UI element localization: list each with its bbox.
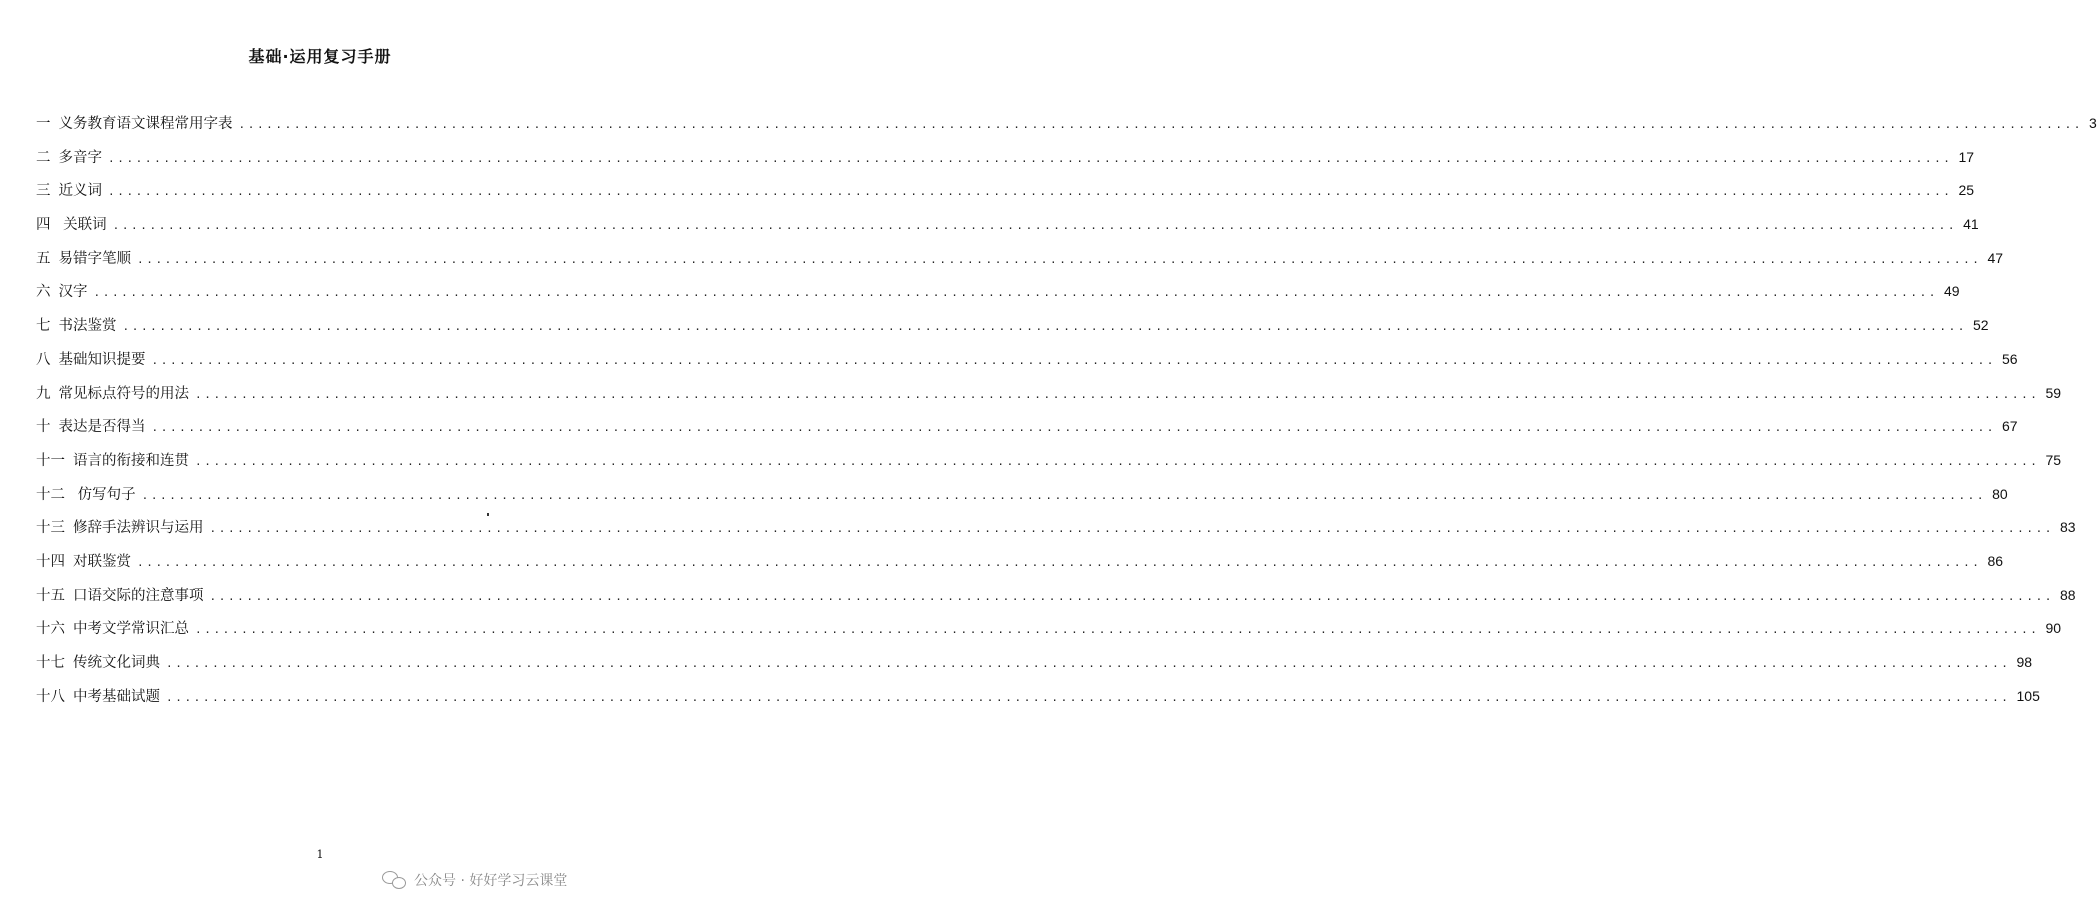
- toc-entry-number: 十二: [36, 486, 65, 503]
- toc-entry-label: 常见标点符号的用法: [58, 385, 189, 402]
- toc-entry-number: 十五: [36, 587, 65, 604]
- toc-entry-number: 八: [36, 351, 51, 368]
- toc-entry: [36, 146, 1975, 180]
- toc-entry-number: 六: [36, 284, 51, 301]
- toc-leader-dots: ........................................................................................................................................................................................................: [122, 320, 1968, 334]
- toc-leader-dots: ........................................................................................................................................................................................................: [141, 488, 1987, 502]
- toc-entry-label: 多音字: [58, 149, 102, 166]
- toc-leader-dots: ........................................................................................................................................................................................................: [166, 657, 2011, 670]
- toc-entry-number: 十七: [36, 655, 65, 671]
- watermark-text: 公众号 · 好好学习云课堂: [414, 873, 568, 889]
- toc-leader-dots: ........................................................................................................................................................................................................: [137, 252, 1982, 266]
- toc-leader-dots: ........................................................................................................................................................................................................: [166, 690, 2011, 704]
- toc-leader-dots: ........................................................................................................................................................................................................: [112, 219, 1958, 233]
- toc-entry-number: 七: [36, 318, 51, 335]
- scan-speck: [487, 513, 489, 516]
- toc-entry-page: 17: [1958, 148, 1975, 165]
- toc-entry-number: 十四: [36, 553, 65, 570]
- toc-leader-dots: ........................................................................................................................................................................................................: [151, 421, 1997, 435]
- toc-entry-label: 关联词: [58, 217, 107, 234]
- toc-entry: [36, 550, 2004, 584]
- toc-entry-number: 五: [36, 250, 51, 267]
- toc-entry-number: 十三: [36, 520, 65, 537]
- toc-leader-dots: ........................................................................................................................................................................................................: [238, 118, 2084, 131]
- toc-entry-page: 41: [1963, 216, 1979, 233]
- toc-entry-number: 四: [36, 217, 51, 234]
- toc-entry-label: 传统文化词典: [73, 655, 160, 671]
- wechat-icon: [382, 870, 408, 890]
- toc-entry-page: 59: [2045, 384, 2062, 401]
- toc-entry-page: 47: [1987, 249, 2004, 266]
- watermark: [382, 870, 567, 890]
- toc-entry-page: 49: [1944, 283, 1960, 300]
- toc-entry-label: 中考基础试题: [73, 688, 160, 705]
- toc-entry-page: 98: [2016, 654, 2033, 670]
- toc-leader-dots: ........................................................................................................................................................................................................: [209, 522, 2055, 536]
- toc-entry-number: 十六: [36, 621, 65, 638]
- toc-entry: [36, 247, 2004, 281]
- toc-entry: [36, 516, 2076, 550]
- toc-entry-number: 一: [36, 116, 51, 132]
- toc-entry-page: 3: [2089, 115, 2097, 131]
- toc-leader-dots: ........................................................................................................................................................................................................: [108, 151, 1953, 165]
- toc-entry-label: 基础知识提要: [58, 351, 146, 368]
- toc-entry-label: 中考文学常识汇总: [73, 621, 189, 638]
- toc-entry-label: 汉字: [58, 284, 88, 301]
- toc-entry-label: 义务教育语文课程常用字表: [58, 116, 233, 132]
- document-title: 基础·运用复习手册: [248, 47, 392, 66]
- toc-entry: [36, 382, 2062, 416]
- toc-entry-number: 三: [36, 183, 51, 200]
- toc-entry: [36, 213, 1979, 247]
- toc-entry-page: 52: [1973, 317, 1989, 334]
- toc-entry-page: 90: [2045, 620, 2062, 637]
- toc-entry-page: 56: [2002, 350, 2018, 367]
- toc-entry-number: 九: [36, 385, 51, 402]
- toc-entry-label: 修辞手法辨识与运用: [73, 520, 204, 537]
- toc-entry: [36, 449, 2062, 483]
- toc-entry-page: 67: [2002, 418, 2018, 435]
- toc-entry-number: 二: [36, 149, 51, 166]
- toc-entry-page: 80: [1992, 485, 2008, 502]
- toc-leader-dots: ........................................................................................................................................................................................................: [195, 387, 2040, 401]
- toc-entry-label: 仿写句子: [73, 486, 136, 503]
- toc-entry-label: 书法鉴赏: [58, 318, 117, 335]
- toc-leader-dots: ........................................................................................................................................................................................................: [93, 286, 1939, 300]
- toc-entry-label: 对联鉴赏: [73, 553, 131, 570]
- toc-entry-label: 易错字笔顺: [58, 250, 131, 267]
- table-of-contents: [36, 112, 2097, 718]
- toc-entry-page: 105: [2016, 687, 2040, 704]
- toc-leader-dots: ........................................................................................................................................................................................................: [195, 623, 2040, 637]
- toc-entry: [36, 651, 2033, 685]
- toc-entry: [36, 415, 2018, 449]
- toc-entry: [36, 348, 2018, 382]
- toc-entry-label: 近义词: [58, 183, 102, 200]
- toc-leader-dots: ........................................................................................................................................................................................................: [137, 555, 1982, 569]
- toc-entry: [36, 314, 1989, 348]
- toc-leader-dots: ........................................................................................................................................................................................................: [209, 589, 2055, 603]
- toc-entry: [36, 584, 2076, 618]
- toc-entry: [36, 179, 1975, 213]
- toc-leader-dots: ........................................................................................................................................................................................................: [151, 353, 1997, 367]
- toc-entry: [36, 483, 2008, 517]
- toc-entry-number: 十八: [36, 688, 65, 705]
- page-number: 1: [316, 848, 324, 861]
- toc-entry-page: 86: [1987, 552, 2004, 569]
- toc-entry-label: 表达是否得当: [58, 419, 146, 436]
- toc-entry-page: 83: [2060, 519, 2076, 536]
- toc-leader-dots: ........................................................................................................................................................................................................: [195, 454, 2040, 468]
- toc-entry-page: 88: [2060, 586, 2076, 603]
- toc-entry-page: 75: [2045, 451, 2062, 468]
- toc-entry: [36, 280, 1960, 314]
- toc-entry-number: 十一: [36, 452, 65, 469]
- toc-entry: [36, 617, 2062, 651]
- toc-leader-dots: ........................................................................................................................................................................................................: [108, 185, 1953, 199]
- toc-entry-number: 十: [36, 419, 51, 436]
- toc-entry-page: 25: [1958, 182, 1975, 199]
- toc-entry-label: 语言的衔接和连贯: [73, 452, 189, 469]
- toc-entry-label: 口语交际的注意事项: [73, 587, 204, 604]
- toc-entry: [36, 112, 2097, 146]
- toc-entry: [36, 685, 2040, 719]
